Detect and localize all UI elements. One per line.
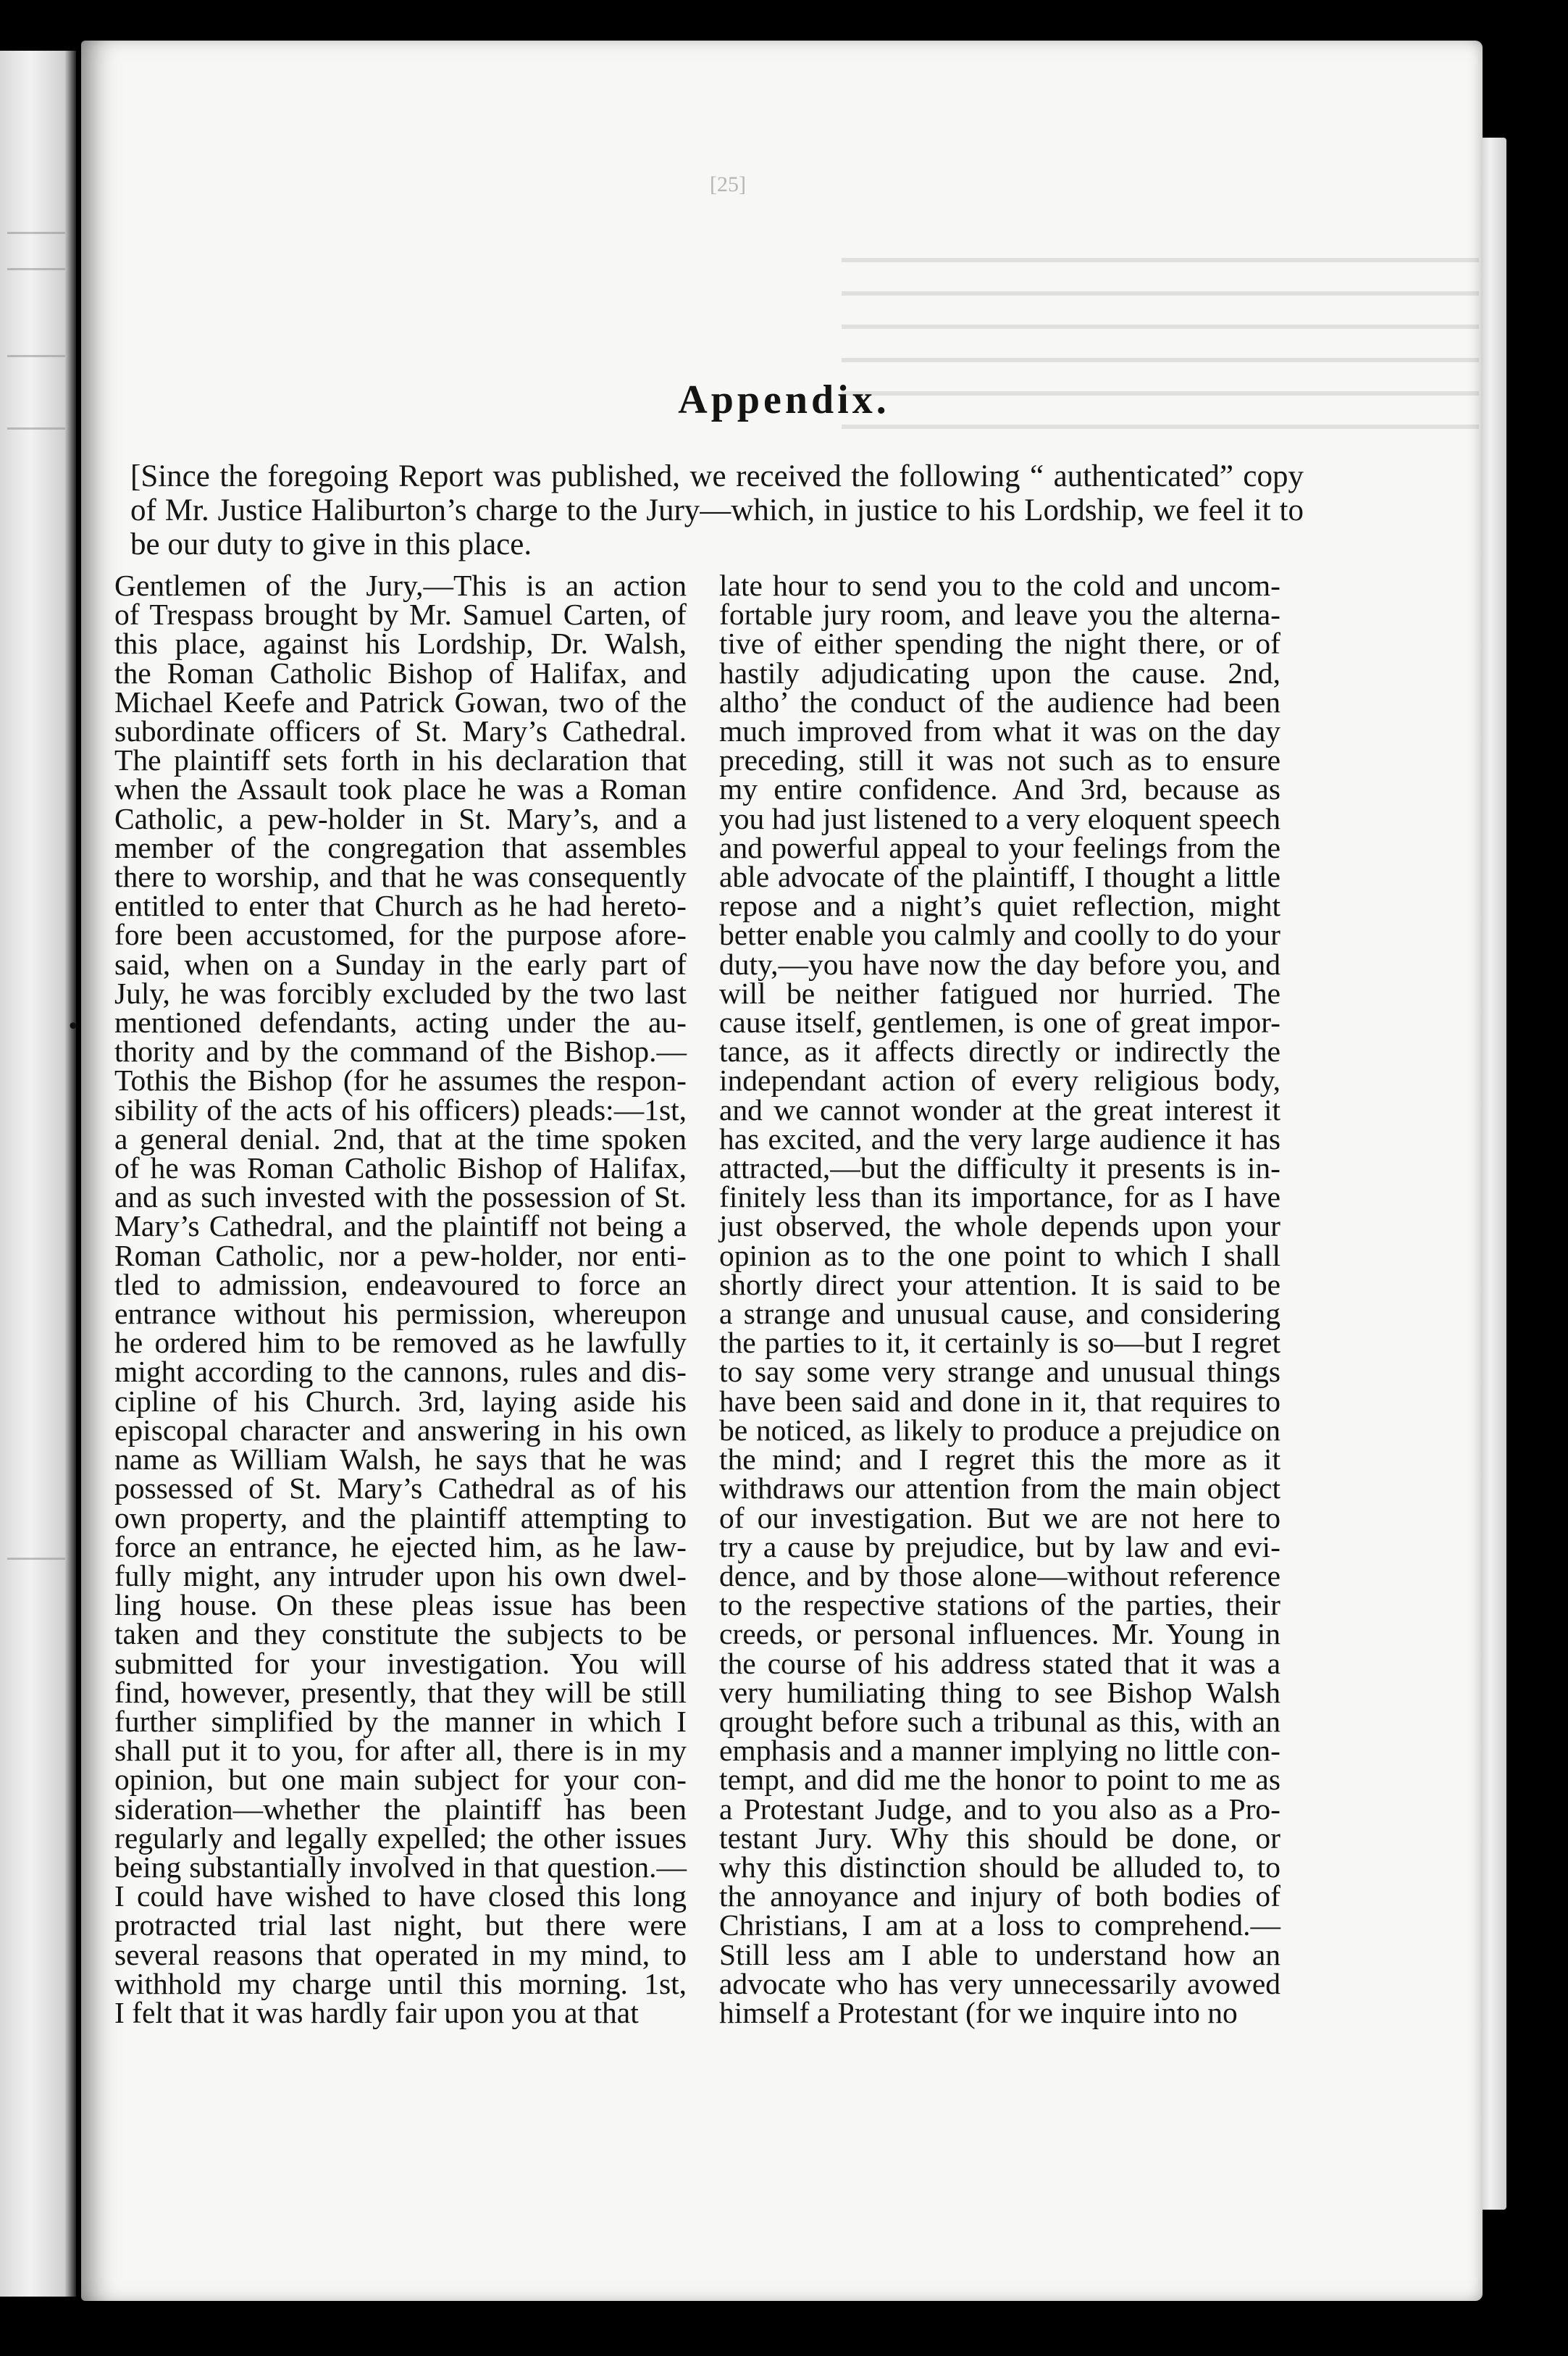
text-column-right bbox=[719, 571, 1280, 2027]
text-line: Still less am I able to understand how an bbox=[719, 1937, 1280, 1971]
text-line: opinion, but one main subject for your con- bbox=[114, 1763, 687, 1797]
text-line: shortly direct your attention. It is said to be bbox=[719, 1267, 1280, 1301]
text-line: thority and by the command of the Bishop.— bbox=[114, 1035, 687, 1069]
text-line: a strange and unusual cause, and considering bbox=[719, 1297, 1280, 1331]
text-line: sibility of the acts of his officers) pleads:—1st, bbox=[114, 1093, 687, 1127]
text-line: to the respective stations of the parties, their bbox=[719, 1588, 1280, 1622]
text-line: finitely less than its importance, for as I have bbox=[719, 1180, 1280, 1214]
text-line: creeds, or personal influences. Mr. Young in bbox=[719, 1617, 1280, 1651]
text-line: and powerful appeal to your feelings from the bbox=[719, 830, 1280, 864]
text-line: protracted trial last night, but there were bbox=[114, 1908, 687, 1942]
text-line: advocate who has very unnecessarily avowed bbox=[719, 1966, 1280, 2000]
text-line: dence, and by those alone—without reference bbox=[719, 1558, 1280, 1592]
text-line: my entire confidence. And 3rd, because as bbox=[719, 772, 1280, 806]
text-line: episcopal character and answering in his own bbox=[114, 1413, 687, 1447]
bleed-through-line bbox=[7, 1558, 65, 1560]
text-line: just observed, the whole depends upon your bbox=[719, 1209, 1280, 1243]
text-line: fore been accustomed, for the purpose afore- bbox=[114, 918, 687, 952]
text-line: tance, as it affects directly or indirectly the bbox=[719, 1035, 1280, 1069]
text-line: opinion as to the one point to which I shall bbox=[719, 1238, 1280, 1272]
text-line: of our investigation. But we are not here to bbox=[719, 1500, 1280, 1534]
text-line: several reasons that operated in my mind, to bbox=[114, 1937, 687, 1971]
text-line: independant action of every religious body, bbox=[719, 1064, 1280, 1098]
text-line: you had just listened to a very eloquent speech bbox=[719, 801, 1280, 835]
text-line: name as William Walsh, he says that he was bbox=[114, 1442, 687, 1476]
text-line: being substantially involved in that question.— bbox=[114, 1850, 687, 1884]
text-column-left bbox=[114, 571, 687, 2027]
text-line: hastily adjudicating upon the cause. 2nd, bbox=[719, 656, 1280, 690]
text-line: the parties to it, it certainly is so—but I regret bbox=[719, 1326, 1280, 1360]
text-line: force an entrance, he ejected him, as he law- bbox=[114, 1529, 687, 1563]
text-line: Mary’s Cathedral, and the plaintiff not being a bbox=[114, 1209, 687, 1243]
text-line: has excited, and the very large audience it has bbox=[719, 1121, 1280, 1156]
text-line: of Trespass brought by Mr. Samuel Carten, of bbox=[114, 598, 687, 632]
text-line: sideration—whether the plaintiff has been bbox=[114, 1792, 687, 1826]
text-line: own property, and the plaintiff attempting to bbox=[114, 1500, 687, 1534]
text-line: of he was Roman Catholic Bishop of Halifax, bbox=[114, 1151, 687, 1185]
text-line: very humiliating thing to see Bishop Walsh bbox=[719, 1675, 1280, 1709]
text-line: there to worship, and that he was consequently bbox=[114, 860, 687, 894]
text-line: and as such invested with the possession of St. bbox=[114, 1180, 687, 1214]
text-line: I could have wished to have closed this long bbox=[114, 1879, 687, 1913]
text-line: fully might, any intruder upon his own dwel- bbox=[114, 1558, 687, 1592]
text-line: might according to the cannons, rules and dis- bbox=[114, 1355, 687, 1389]
text-line: entrance without his permission, whereupon bbox=[114, 1297, 687, 1331]
text-line: member of the congregation that assembles bbox=[114, 830, 687, 864]
text-line: subordinate officers of St. Mary’s Cathedral. bbox=[114, 714, 687, 748]
text-line: the annoyance and injury of both bodies of bbox=[719, 1879, 1280, 1913]
text-line: he ordered him to be removed as he lawfully bbox=[114, 1326, 687, 1360]
text-line: attracted,—but the difficulty it presents is in- bbox=[719, 1151, 1280, 1185]
text-line: why this distinction should be alluded to, to bbox=[719, 1850, 1280, 1884]
text-line: possessed of St. Mary’s Cathedral as of his bbox=[114, 1471, 687, 1505]
text-line: tled to admission, endeavoured to force an bbox=[114, 1267, 687, 1301]
text-line: said, when on a Sunday in the early part of bbox=[114, 947, 687, 981]
text-line: testant Jury. Why this should be done, or bbox=[719, 1821, 1280, 1855]
bleed-through-line bbox=[7, 268, 65, 270]
text-line: better enable you calmly and coolly to do your bbox=[719, 918, 1280, 952]
text-line: the Roman Catholic Bishop of Halifax, and bbox=[114, 656, 687, 690]
text-line: entitled to enter that Church as he had hereto- bbox=[114, 889, 687, 923]
text-line: taken and they constitute the subjects to be bbox=[114, 1617, 687, 1651]
bleed-through-line bbox=[7, 427, 65, 430]
text-line: Christians, I am at a loss to comprehend.— bbox=[719, 1908, 1280, 1942]
text-line: I felt that it was hardly fair upon you at that bbox=[114, 1995, 639, 2029]
text-line: able advocate of the plaintiff, I thought a little bbox=[719, 860, 1280, 894]
text-line: be noticed, as likely to produce a prejudice on bbox=[719, 1413, 1280, 1447]
text-line: further simplified by the manner in which I bbox=[114, 1704, 687, 1738]
editor-note: [Since the foregoing Report was published, we received the following “ authenticated” copy of Mr. Justice Haliburton’s charge to the Jury—which, in justice to his Lordship, we feel it to be our duty to give in this place. bbox=[130, 459, 1304, 561]
text-line: qrought before such a tribunal as this, with an bbox=[719, 1704, 1280, 1738]
bleed-through-line bbox=[7, 355, 65, 357]
page-number: [25] bbox=[710, 172, 746, 196]
text-line: Michael Keefe and Patrick Gowan, two of the bbox=[114, 685, 687, 719]
text-line: when the Assault took place he was a Roman bbox=[114, 772, 687, 806]
text-line: and we cannot wonder at the great interest it bbox=[719, 1093, 1280, 1127]
text-line: try a cause by prejudice, but by law and evi- bbox=[719, 1529, 1280, 1563]
text-line: a general denial. 2nd, that at the time spoken bbox=[114, 1121, 687, 1156]
text-line: Gentlemen of the Jury,—This is an action bbox=[114, 569, 687, 602]
margin-mark: • bbox=[67, 1014, 80, 1040]
text-line: withdraws our attention from the main object bbox=[719, 1471, 1280, 1505]
bleed-through-line bbox=[7, 232, 65, 234]
text-line: this place, against his Lordship, Dr. Walsh, bbox=[114, 627, 687, 661]
text-line: cause itself, gentlemen, is one of great impor- bbox=[719, 1006, 1280, 1040]
text-line: emphasis and a manner implying no little con- bbox=[719, 1734, 1280, 1768]
text-line: a Protestant Judge, and to you also as a Pro- bbox=[719, 1792, 1280, 1826]
text-line: preceding, still it was not such as to ensure bbox=[719, 743, 1280, 777]
text-line: Tothis the Bishop (for he assumes the respon- bbox=[114, 1064, 687, 1098]
text-line: late hour to send you to the cold and uncom- bbox=[719, 569, 1280, 602]
text-line: mentioned defendants, acting under the au- bbox=[114, 1006, 687, 1040]
text-line: himself a Protestant (for we inquire into no bbox=[719, 1995, 1238, 2029]
text-line: July, he was forcibly excluded by the two last bbox=[114, 976, 687, 1010]
heading bbox=[0, 377, 1568, 423]
text-line: find, however, presently, that they will be still bbox=[114, 1675, 687, 1709]
text-line: ling house. On these pleas issue has been bbox=[114, 1588, 687, 1622]
text-line: repose and a night’s quiet reflection, might bbox=[719, 889, 1280, 923]
text-line: tempt, and did me the honor to point to me as bbox=[719, 1763, 1280, 1797]
text-line: duty,—you have now the day before you, and bbox=[719, 947, 1280, 981]
text-line: the mind; and I regret this the more as it bbox=[719, 1442, 1280, 1476]
heading-text: Appendix. bbox=[678, 377, 890, 422]
text-line: tive of either spending the night there, or of bbox=[719, 627, 1280, 661]
text-line: have been said and done in it, that requires to bbox=[719, 1384, 1280, 1418]
text-line: altho’ the conduct of the audience had been bbox=[719, 685, 1280, 719]
text-line: the course of his address stated that it was a bbox=[719, 1646, 1280, 1680]
text-line: to say some very strange and unusual things bbox=[719, 1355, 1280, 1389]
text-line: submitted for your investigation. You will bbox=[114, 1646, 687, 1680]
text-line: much improved from what it was on the day bbox=[719, 714, 1280, 748]
text-line: fortable jury room, and leave you the alterna- bbox=[719, 598, 1280, 632]
text-line: cipline of his Church. 3rd, laying aside his bbox=[114, 1384, 687, 1418]
text-line: will be neither fatigued nor hurried. The bbox=[719, 976, 1280, 1010]
text-line: Roman Catholic, nor a pew-holder, nor enti- bbox=[114, 1238, 687, 1272]
text-line: shall put it to you, for after all, there is in my bbox=[114, 1734, 687, 1768]
text-line: The plaintiff sets forth in his declaration that bbox=[114, 743, 687, 777]
text-line: Catholic, a pew-holder in St. Mary’s, and a bbox=[114, 801, 687, 835]
text-line: regularly and legally expelled; the other issues bbox=[114, 1821, 687, 1855]
text-line: withhold my charge until this morning. 1st, bbox=[114, 1966, 687, 2000]
